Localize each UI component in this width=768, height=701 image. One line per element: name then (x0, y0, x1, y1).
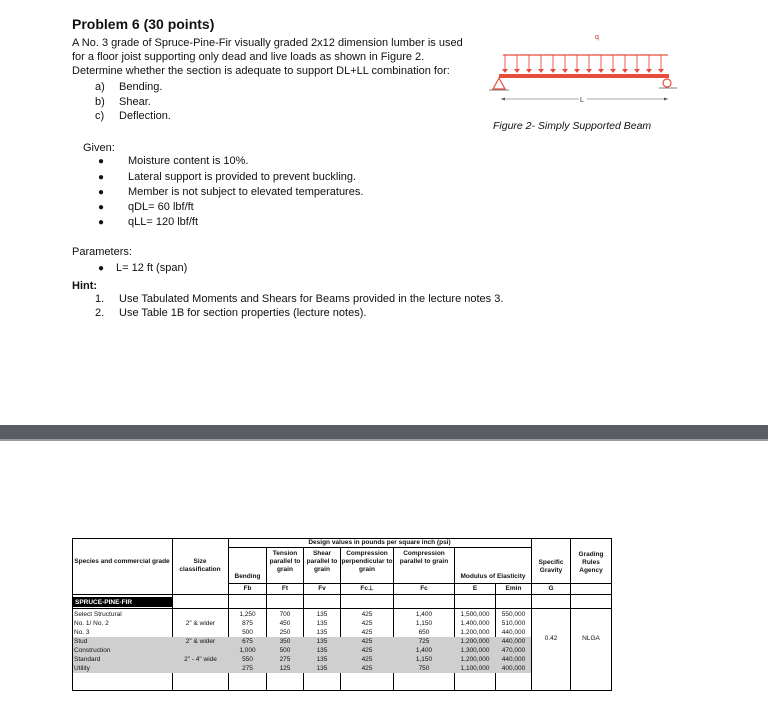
roller-support (663, 79, 671, 87)
cell-size: 2" & wider (185, 620, 216, 627)
task-item: a) Bending. (95, 81, 163, 93)
cell-fcp: 425 (361, 620, 373, 627)
cell-fcp: 425 (361, 665, 373, 672)
cell-fb: 1,250 (239, 611, 256, 618)
cell-ft: 125 (279, 665, 291, 672)
given-item: ● Member is not subject to elevated temperatures. (98, 186, 364, 198)
cell-fc: 1,150 (415, 656, 433, 663)
design-values-table (72, 538, 612, 696)
sym-e: E (472, 585, 478, 592)
cell-fv: 135 (316, 665, 328, 672)
span-label: L (580, 97, 584, 104)
cell-e: 1,200,000 (460, 656, 490, 663)
cell-fb: 500 (242, 629, 253, 636)
cell-ft: 275 (279, 656, 291, 663)
sym-fc: Fc (420, 585, 428, 592)
cell-emin: 510,000 (501, 620, 526, 627)
cell-emin: 400,000 (501, 665, 526, 672)
cell-grade: Standard (74, 656, 101, 663)
cell-e: 1,200,000 (460, 638, 490, 645)
agency-value: NLGA (582, 635, 600, 642)
load-label: q (595, 34, 599, 41)
given-label: Given: (83, 142, 115, 154)
sym-fc-perp: Fc⊥ (360, 585, 374, 592)
problem-statement (72, 36, 482, 78)
cell-fcp: 425 (361, 638, 373, 645)
cell-fv: 135 (316, 629, 328, 636)
cell-emin: 440,000 (501, 629, 526, 636)
design-values-header: Design values in pounds per square inch (psi) (308, 539, 451, 546)
cell-grade: No. 3 (74, 629, 90, 636)
cell-emin: 440,000 (501, 656, 526, 663)
beam (499, 74, 669, 78)
cell-grade: Utility (74, 665, 90, 672)
col-shear: Shear parallel to grain (306, 550, 338, 573)
sym-emin: Emin (505, 585, 522, 592)
cell-ft: 500 (279, 647, 291, 654)
cell-size: 2" - 4" wide (184, 656, 217, 663)
cell-fv: 135 (316, 611, 328, 618)
hint-item: 2. Use Table 1B for section properties (lecture notes). (95, 307, 367, 319)
cell-size: 2" & wider (185, 638, 216, 645)
sym-fv: Fv (318, 585, 326, 592)
given-item: ● Lateral support is provided to prevent buckling. (98, 171, 357, 183)
cell-fb: 675 (242, 638, 253, 645)
cell-fc: 1,400 (415, 611, 433, 618)
cell-fb: 875 (242, 620, 253, 627)
cell-e: 1,300,000 (460, 647, 490, 654)
cell-fb: 550 (242, 656, 253, 663)
statement-line: A No. 3 grade of Spruce-Pine-Fir visually graded 2x12 dimension lumber is used (72, 37, 463, 49)
cell-emin: 440,000 (501, 638, 526, 645)
cell-e: 1,500,000 (460, 611, 490, 618)
cell-ft: 350 (279, 638, 291, 645)
col-agency: Grading Rules Agency (578, 551, 604, 574)
col-tension: Tension parallel to grain (269, 550, 301, 573)
distributed-load-arrows (505, 55, 661, 70)
cell-fv: 135 (316, 656, 328, 663)
cell-emin: 550,000 (501, 611, 526, 618)
parameters-label: Parameters: (72, 246, 132, 258)
col-bending: Bending (234, 573, 261, 580)
task-item: c) Deflection. (95, 110, 171, 122)
cell-fc: 725 (418, 638, 430, 645)
statement-line: Determine whether the section is adequate to support DL+LL combination for: (72, 65, 450, 77)
cell-fc: 750 (418, 665, 430, 672)
figure-caption: Figure 2- Simply Supported Beam (493, 120, 652, 132)
cell-grade: Select Structural (74, 611, 122, 618)
cell-e: 1,100,000 (460, 665, 490, 672)
cell-e: 1,400,000 (460, 620, 490, 627)
cell-fb: 1,000 (239, 647, 256, 654)
given-item: ● qDL= 60 lbf/ft (98, 201, 194, 213)
hint-label: Hint: (72, 280, 98, 292)
col-comp-par: Compression parallel to grain (399, 550, 449, 565)
sg-value: 0.42 (544, 635, 558, 642)
cell-fb: 275 (242, 665, 253, 672)
cell-fc: 650 (418, 629, 430, 636)
beam-figure (483, 28, 683, 108)
cell-grade: Construction (74, 647, 111, 654)
cell-ft: 700 (279, 611, 291, 618)
col-sg: Specific Gravity (538, 559, 564, 574)
col-species: Species and commercial grade (74, 558, 170, 565)
cell-fv: 135 (316, 620, 328, 627)
parameter-item: ● L= 12 ft (span) (98, 262, 188, 274)
sym-fb: Fb (243, 585, 252, 592)
page-separator-shadow (0, 439, 768, 441)
col-size: Size classification (179, 558, 221, 573)
cell-grade: No. 1/ No. 2 (74, 620, 109, 627)
col-modulus: Modulus of Elasticity (460, 573, 526, 580)
given-item: ● qLL= 120 lbf/ft (98, 216, 199, 228)
cell-ft: 450 (279, 620, 291, 627)
statement-line: for a floor joist supporting only dead and live loads as shown in Figure 2. (72, 51, 425, 63)
cell-grade: Stud (74, 638, 88, 645)
cell-emin: 470,000 (501, 647, 526, 654)
cell-fcp: 425 (361, 656, 373, 663)
sym-ft: Ft (281, 585, 289, 592)
cell-fcp: 425 (361, 629, 373, 636)
cell-fcp: 425 (361, 611, 373, 618)
given-item: ● Moisture content is 10%. (98, 155, 249, 167)
cell-fc: 1,150 (415, 620, 433, 627)
cell-fv: 135 (316, 638, 328, 645)
cell-ft: 250 (279, 629, 291, 636)
cell-fv: 135 (316, 647, 328, 654)
cell-e: 1,200,000 (460, 629, 490, 636)
species-label: SPRUCE-PINE-FIR (75, 599, 133, 606)
sym-g: G (548, 585, 554, 592)
col-comp-perp: Compression perpendicular to grain (341, 550, 393, 573)
hint-item: 1. Use Tabulated Moments and Shears for Beams provided in the lecture notes 3. (95, 293, 504, 305)
task-item: b) Shear. (95, 96, 151, 108)
cell-fc: 1,400 (415, 647, 433, 654)
problem-title: Problem 6 (30 points) (72, 16, 215, 32)
cell-fcp: 425 (361, 647, 373, 654)
page-separator (0, 425, 768, 439)
pin-support (493, 78, 505, 89)
